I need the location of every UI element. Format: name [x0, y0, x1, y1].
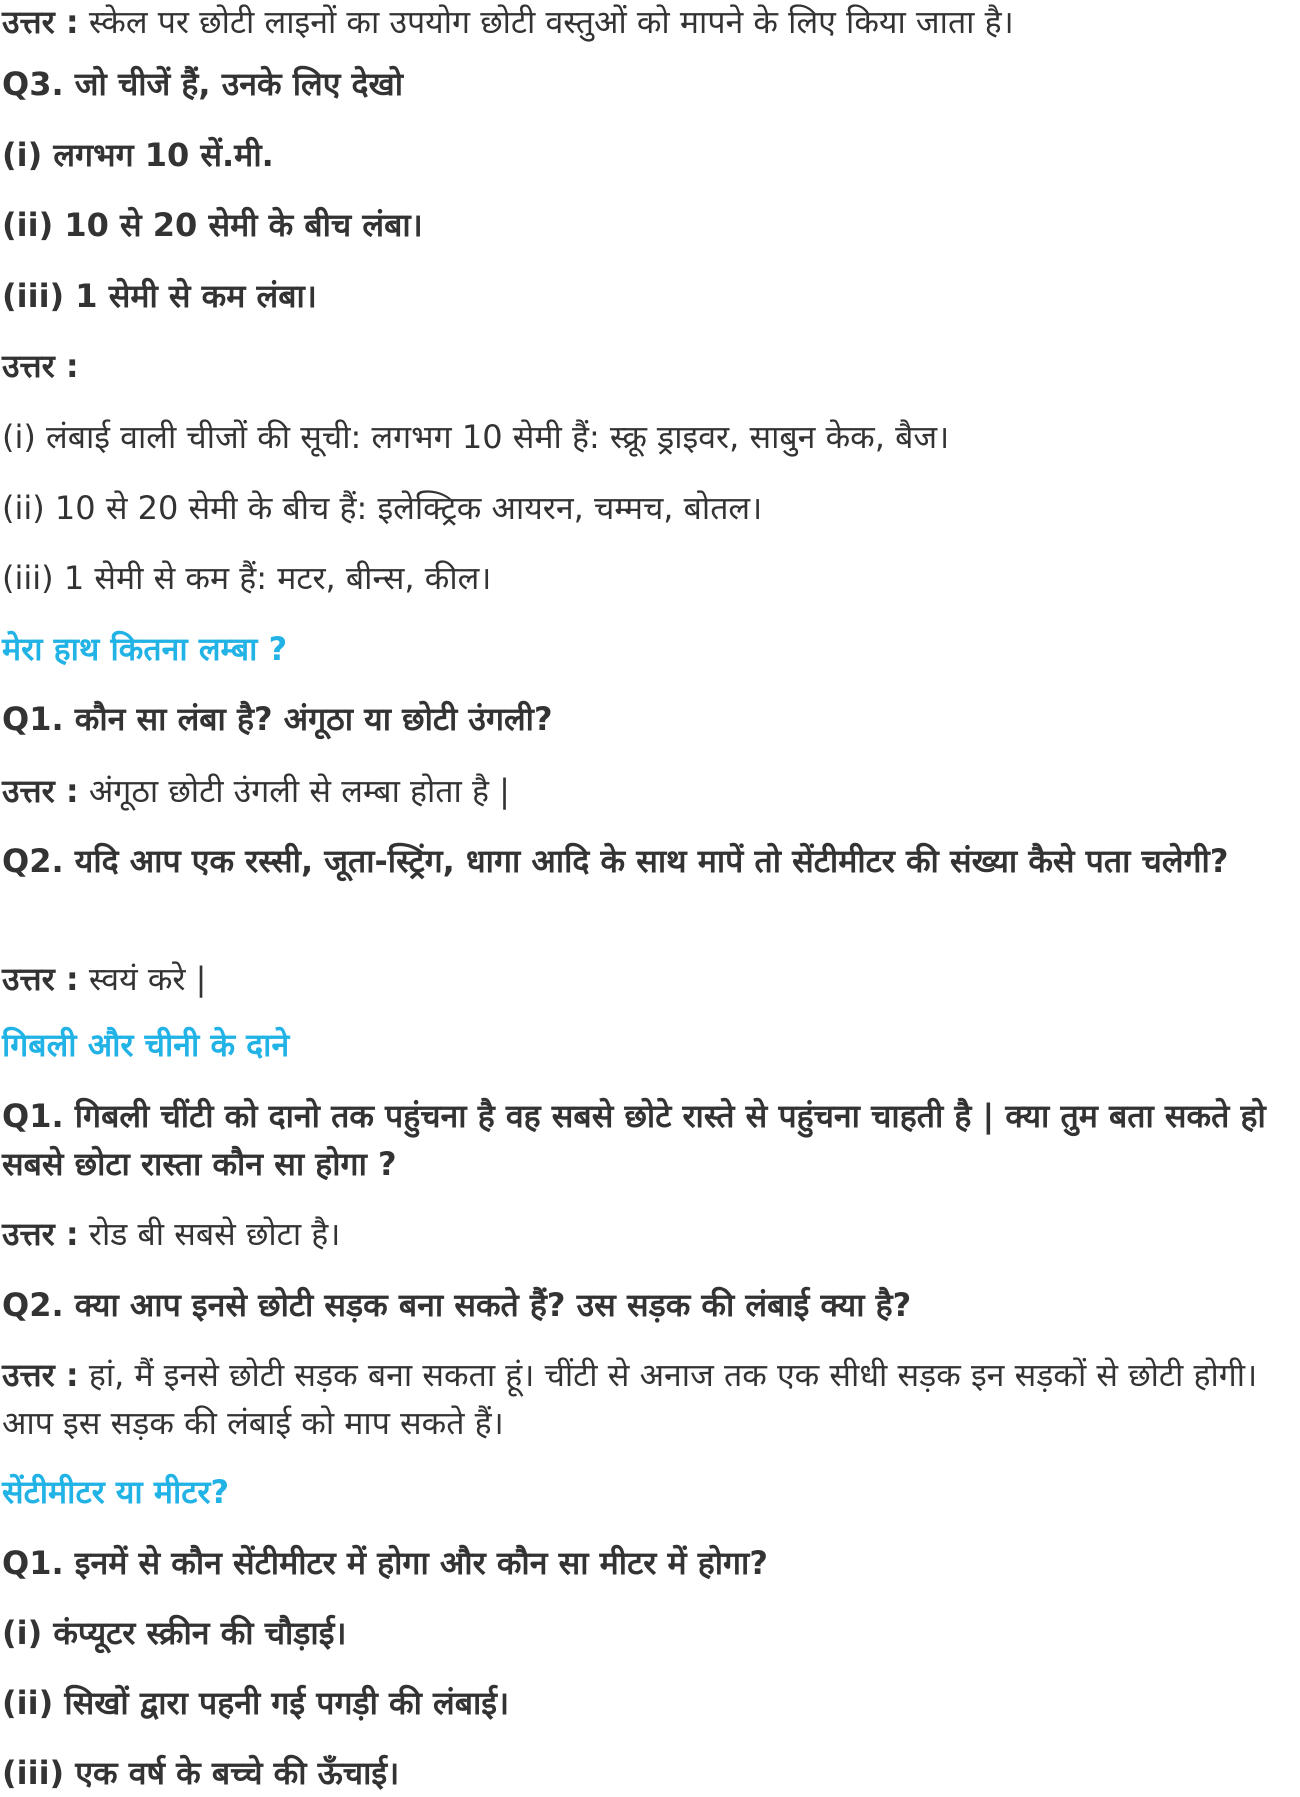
- answer-text: स्केल पर छोटी लाइनों का उपयोग छोटी वस्तुओं को मापने के लिए किया जाता है।: [78, 3, 1014, 41]
- question-item-iii: (iii) एक वर्ष के बच्चे की ऊँचाई।: [2, 1754, 400, 1792]
- answer-text: अंगूठा छोटी उंगली से लम्बा होता है |: [78, 772, 510, 810]
- answer-line: [2, 767, 1292, 815]
- answer-item-ii: (ii) 10 से 20 सेमी के बीच हैं: इलेक्ट्रिक आयरन, चम्मच, बोतल।: [2, 489, 763, 527]
- answer-text: हां, मैं इनसे छोटी सड़क बना सकता हूं। चींटी से अनाज तक एक सीधी सड़क इन सड़कों से छोटी होगी। आप इस सड़क की लंबाई को माप सकते हैं।: [2, 1356, 1258, 1442]
- answer-line: [2, 0, 1292, 46]
- section-heading: मेरा हाथ कितना लम्बा ?: [2, 630, 288, 668]
- answer-line: [2, 1351, 1292, 1447]
- answer-label: उत्तर :: [2, 347, 79, 385]
- question-item-ii: (ii) सिखों द्वारा पहनी गई पगड़ी की लंबाई।: [2, 1684, 510, 1722]
- answer-label: उत्तर :: [2, 3, 79, 41]
- answer-text: स्वयं करे |: [78, 960, 207, 998]
- answer-line: [2, 342, 1292, 390]
- question-q3: Q3. जो चीजें हैं, उनके लिए देखो: [2, 65, 404, 103]
- question-item-i: (i) लगभग 10 सें.मी.: [2, 136, 274, 174]
- question-item-ii: (ii) 10 से 20 सेमी के बीच लंबा।: [2, 206, 423, 244]
- question-q2: Q2. क्या आप इनसे छोटी सड़क बना सकते हैं? उस सड़क की लंबाई क्या है?: [2, 1286, 912, 1324]
- answer-line: [2, 1210, 1292, 1258]
- answer-line: [2, 955, 1292, 1003]
- answer-label: उत्तर :: [2, 772, 79, 810]
- answer-label: उत्तर :: [2, 960, 79, 998]
- answer-label: उत्तर :: [2, 1356, 79, 1394]
- answer-text: रोड बी सबसे छोटा है।: [78, 1215, 341, 1253]
- question-item-i: (i) कंप्यूटर स्क्रीन की चौड़ाई।: [2, 1614, 347, 1652]
- question-q2: Q2. यदि आप एक रस्सी, जूता-स्ट्रिंग, धागा आदि के साथ मापें तो सेंटीमीटर की संख्या कैसे पता चलेगी?: [2, 842, 1229, 880]
- answer-item-i: (i) लंबाई वाली चीजों की सूची: लगभग 10 सेमी हैं: स्क्रू ड्राइवर, साबुन केक, बैज।: [2, 418, 950, 456]
- answer-label: उत्तर :: [2, 1215, 79, 1253]
- section-heading: गिबली और चीनी के दाने: [2, 1026, 290, 1064]
- section-heading: सेंटीमीटर या मीटर?: [2, 1473, 230, 1511]
- question-item-iii: (iii) 1 सेमी से कम लंबा।: [2, 277, 317, 315]
- answer-item-iii: (iii) 1 सेमी से कम हैं: मटर, बीन्स, कील।: [2, 559, 492, 597]
- question-q1: Q1. कौन सा लंबा है? अंगूठा या छोटी उंगली?: [2, 700, 553, 738]
- question-q1: Q1. इनमें से कौन सेंटीमीटर में होगा और कौन सा मीटर में होगा?: [2, 1544, 768, 1582]
- question-q1: Q1. गिबली चींटी को दानो तक पहुंचना है वह सबसे छोटे रास्ते से पहुंचना चाहती है | क्या तुम बता सकते हो सबसे छोटा रास्ता कौन सा होगा ?: [2, 1097, 1266, 1183]
